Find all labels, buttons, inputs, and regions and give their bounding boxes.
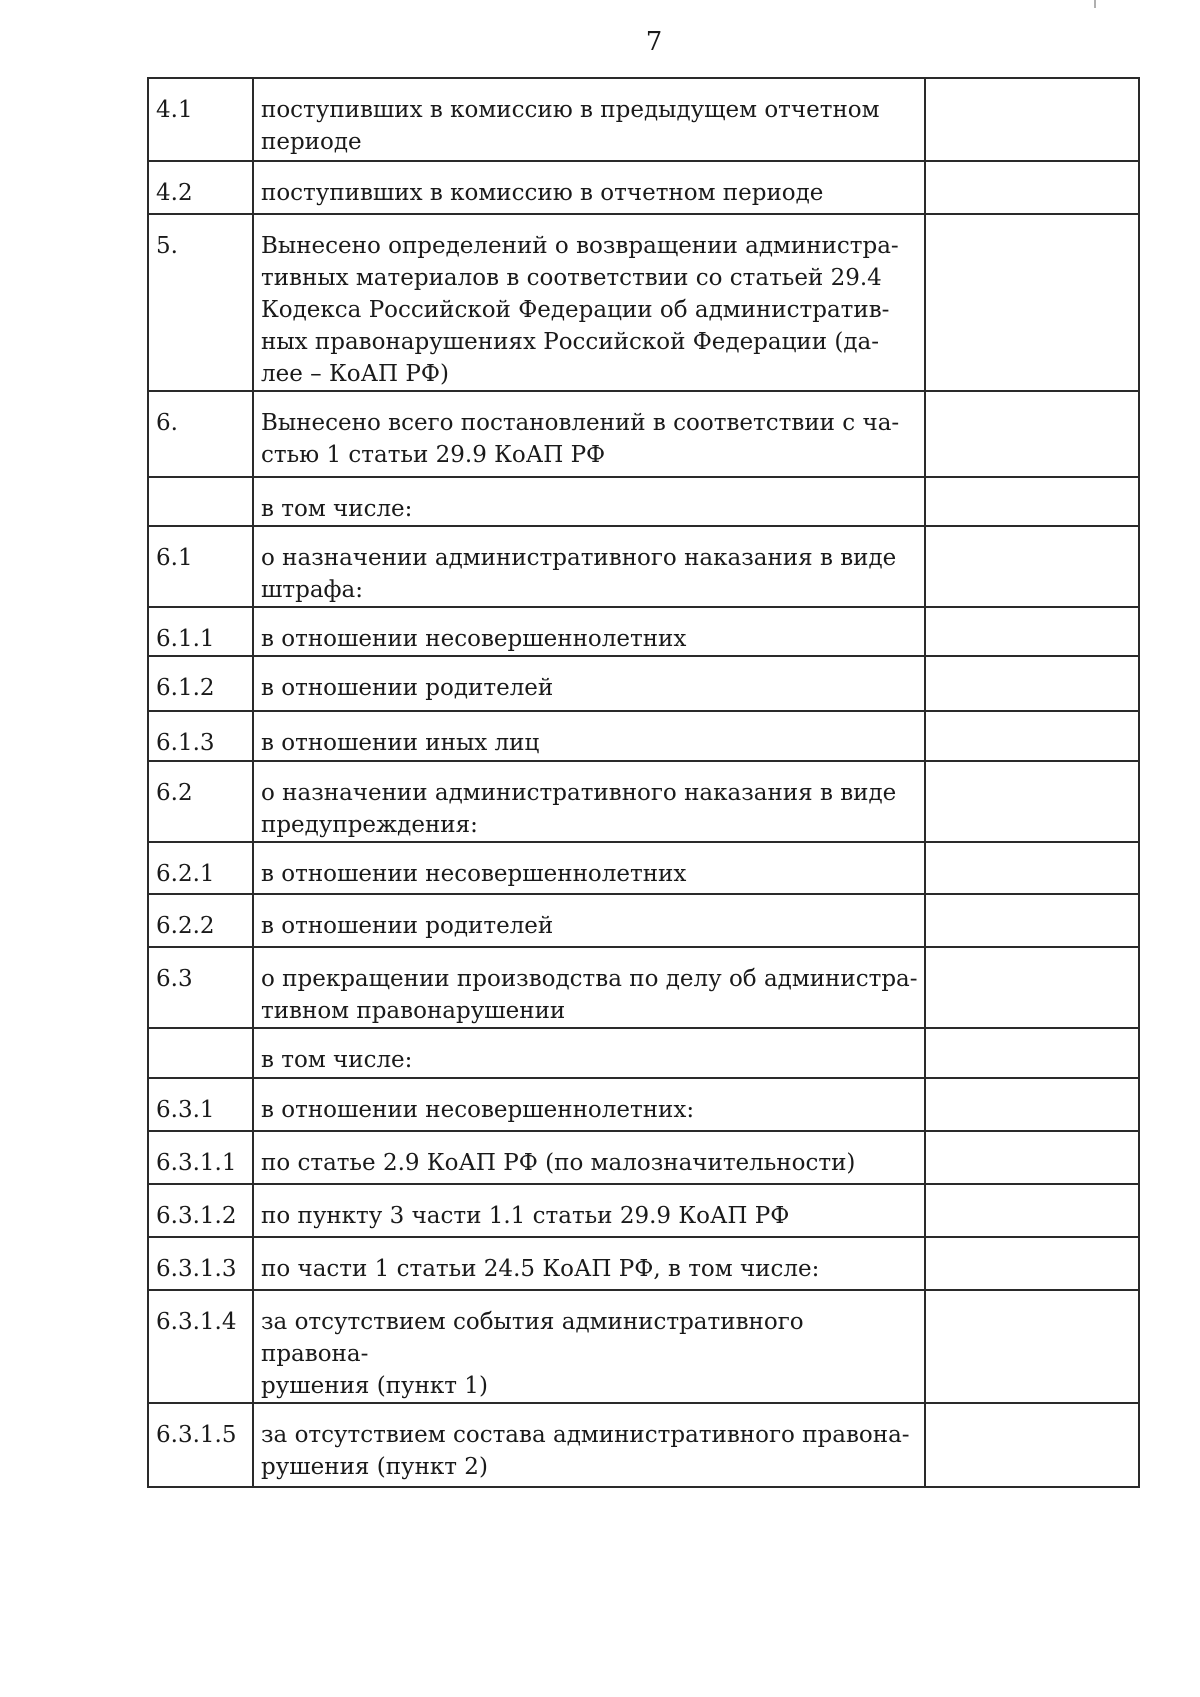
row-number-cell [148, 1184, 253, 1237]
row-description-line: тивном правонарушении [261, 998, 566, 1024]
row-value-cell [925, 1237, 1139, 1290]
table-row [148, 1290, 1139, 1403]
row-number: 6. [156, 410, 178, 436]
row-number-cell [148, 711, 253, 761]
row-number-cell [148, 894, 253, 947]
table-row [148, 1403, 1139, 1487]
row-value-cell [925, 1290, 1139, 1403]
row-value-cell [925, 1028, 1139, 1078]
row-number-cell [148, 1131, 253, 1184]
row-value-cell [925, 214, 1139, 391]
table-row [148, 656, 1139, 711]
row-number: 4.2 [156, 180, 193, 206]
row-value-cell [925, 711, 1139, 761]
row-number: 6.3.1.1 [156, 1150, 237, 1176]
row-description-line: в отношении несовершеннолетних [261, 861, 687, 887]
row-description-line: в отношении несовершеннолетних: [261, 1097, 695, 1123]
row-description-cell [253, 526, 925, 607]
report-table [147, 77, 1140, 1488]
row-description-cell [253, 1403, 925, 1487]
row-description-line: рушения (пункт 1) [261, 1373, 488, 1399]
row-description-line: в том числе: [261, 1047, 413, 1073]
table-row [148, 761, 1139, 842]
row-value-cell [925, 1403, 1139, 1487]
row-description-line: в отношении несовершеннолетних [261, 626, 687, 652]
row-number-cell [148, 761, 253, 842]
row-value-cell [925, 842, 1139, 894]
table-row [148, 711, 1139, 761]
row-description-line: периоде [261, 129, 362, 155]
row-number-cell [148, 214, 253, 391]
row-description-line: рушения (пункт 2) [261, 1454, 488, 1480]
row-number: 6.3.1.5 [156, 1422, 237, 1448]
table-row [148, 947, 1139, 1028]
row-description-cell [253, 1131, 925, 1184]
table-row [148, 391, 1139, 477]
row-number-cell [148, 1403, 253, 1487]
row-description-cell [253, 1078, 925, 1131]
row-value-cell [925, 656, 1139, 711]
row-description-line: в отношении родителей [261, 675, 554, 701]
row-value-cell [925, 78, 1139, 161]
row-number-cell [148, 526, 253, 607]
row-description-line: поступивших в комиссию в отчетном периоде [261, 180, 824, 206]
row-number: 5. [156, 233, 178, 259]
row-number-cell [148, 391, 253, 477]
row-value-cell [925, 1184, 1139, 1237]
page-number: 7 [645, 27, 663, 57]
row-number: 6.2 [156, 780, 193, 806]
row-number: 6.1.2 [156, 675, 215, 701]
row-description-line: Кодекса Российской Федерации об административ- [261, 297, 890, 323]
row-value-cell [925, 761, 1139, 842]
row-description-cell [253, 1237, 925, 1290]
row-number-cell [148, 947, 253, 1028]
row-value-cell [925, 947, 1139, 1028]
row-description-line: за отсутствием события административного правона- [261, 1309, 804, 1367]
row-number-cell [148, 1028, 253, 1078]
row-number-cell [148, 161, 253, 214]
row-value-cell [925, 1078, 1139, 1131]
row-value-cell [925, 391, 1139, 477]
row-number [156, 1029, 246, 1044]
row-number: 6.3 [156, 966, 193, 992]
row-description-cell [253, 607, 925, 656]
row-description-cell [253, 842, 925, 894]
table-row [148, 842, 1139, 894]
row-number: 6.3.1.4 [156, 1309, 237, 1335]
row-description-cell [253, 1290, 925, 1403]
row-description-cell [253, 894, 925, 947]
row-description-line: Вынесено всего постановлений в соответствии с ча- [261, 410, 900, 436]
table-row [148, 477, 1139, 526]
row-description-line: за отсутствием состава административного правона- [261, 1422, 910, 1448]
row-number-cell [148, 1290, 253, 1403]
row-number-cell [148, 78, 253, 161]
scan-mark [1094, 0, 1096, 8]
row-value-cell [925, 526, 1139, 607]
row-number: 4.1 [156, 97, 193, 123]
row-description-line: стью 1 статьи 29.9 КоАП РФ [261, 442, 606, 468]
row-number-cell [148, 477, 253, 526]
row-value-cell [925, 607, 1139, 656]
row-description-line: по части 1 статьи 24.5 КоАП РФ, в том числе: [261, 1256, 820, 1282]
row-description-line: о назначении административного наказания в виде [261, 545, 897, 571]
row-description-line: поступивших в комиссию в предыдущем отчетном [261, 97, 880, 123]
row-description-line: штрафа: [261, 577, 364, 603]
row-number: 6.3.1 [156, 1097, 215, 1123]
row-number: 6.3.1.3 [156, 1256, 237, 1282]
row-number-cell [148, 1078, 253, 1131]
row-description-cell [253, 1028, 925, 1078]
row-number-cell [148, 1237, 253, 1290]
row-value-cell [925, 894, 1139, 947]
row-description-cell [253, 78, 925, 161]
row-description-line: по пункту 3 части 1.1 статьи 29.9 КоАП РФ [261, 1203, 790, 1229]
row-number: 6.2.2 [156, 913, 215, 939]
row-value-cell [925, 1131, 1139, 1184]
table-row [148, 526, 1139, 607]
row-description-line: о назначении административного наказания в виде [261, 780, 897, 806]
table-row [148, 214, 1139, 391]
row-description-cell [253, 1184, 925, 1237]
row-value-cell [925, 477, 1139, 526]
row-description-cell [253, 161, 925, 214]
row-description-cell [253, 477, 925, 526]
report-table-body [148, 78, 1139, 1487]
row-description-line: о прекращении производства по делу об администра- [261, 966, 918, 992]
table-row [148, 78, 1139, 161]
row-description-cell [253, 711, 925, 761]
row-number [156, 478, 246, 493]
row-value-cell [925, 161, 1139, 214]
row-number: 6.2.1 [156, 861, 215, 887]
row-description-line: ных правонарушениях Российской Федерации (да- [261, 329, 880, 355]
row-number-cell [148, 607, 253, 656]
row-description-cell [253, 391, 925, 477]
row-number: 6.1.3 [156, 730, 215, 756]
row-description-cell [253, 656, 925, 711]
table-row [148, 607, 1139, 656]
row-description-line: в отношении иных лиц [261, 730, 540, 756]
row-number: 6.3.1.2 [156, 1203, 237, 1229]
row-description-cell [253, 947, 925, 1028]
row-description-cell [253, 214, 925, 391]
row-description-line: в том числе: [261, 496, 413, 522]
row-description-line: по статье 2.9 КоАП РФ (по малозначительности) [261, 1150, 856, 1176]
row-description-line: тивных материалов в соответствии со статьей 29.4 [261, 265, 882, 291]
row-description-line: Вынесено определений о возвращении администра- [261, 233, 899, 259]
row-description-line: в отношении родителей [261, 913, 554, 939]
row-description-line: предупреждения: [261, 812, 478, 838]
row-description-cell [253, 761, 925, 842]
row-number: 6.1 [156, 545, 193, 571]
row-number-cell [148, 656, 253, 711]
table-row [148, 161, 1139, 214]
table-row [148, 1131, 1139, 1184]
table-row [148, 1028, 1139, 1078]
row-description-line: лее – КоАП РФ) [261, 361, 449, 387]
table-row [148, 1237, 1139, 1290]
row-number-cell [148, 842, 253, 894]
row-number: 6.1.1 [156, 626, 215, 652]
table-row [148, 894, 1139, 947]
table-row [148, 1184, 1139, 1237]
table-row [148, 1078, 1139, 1131]
